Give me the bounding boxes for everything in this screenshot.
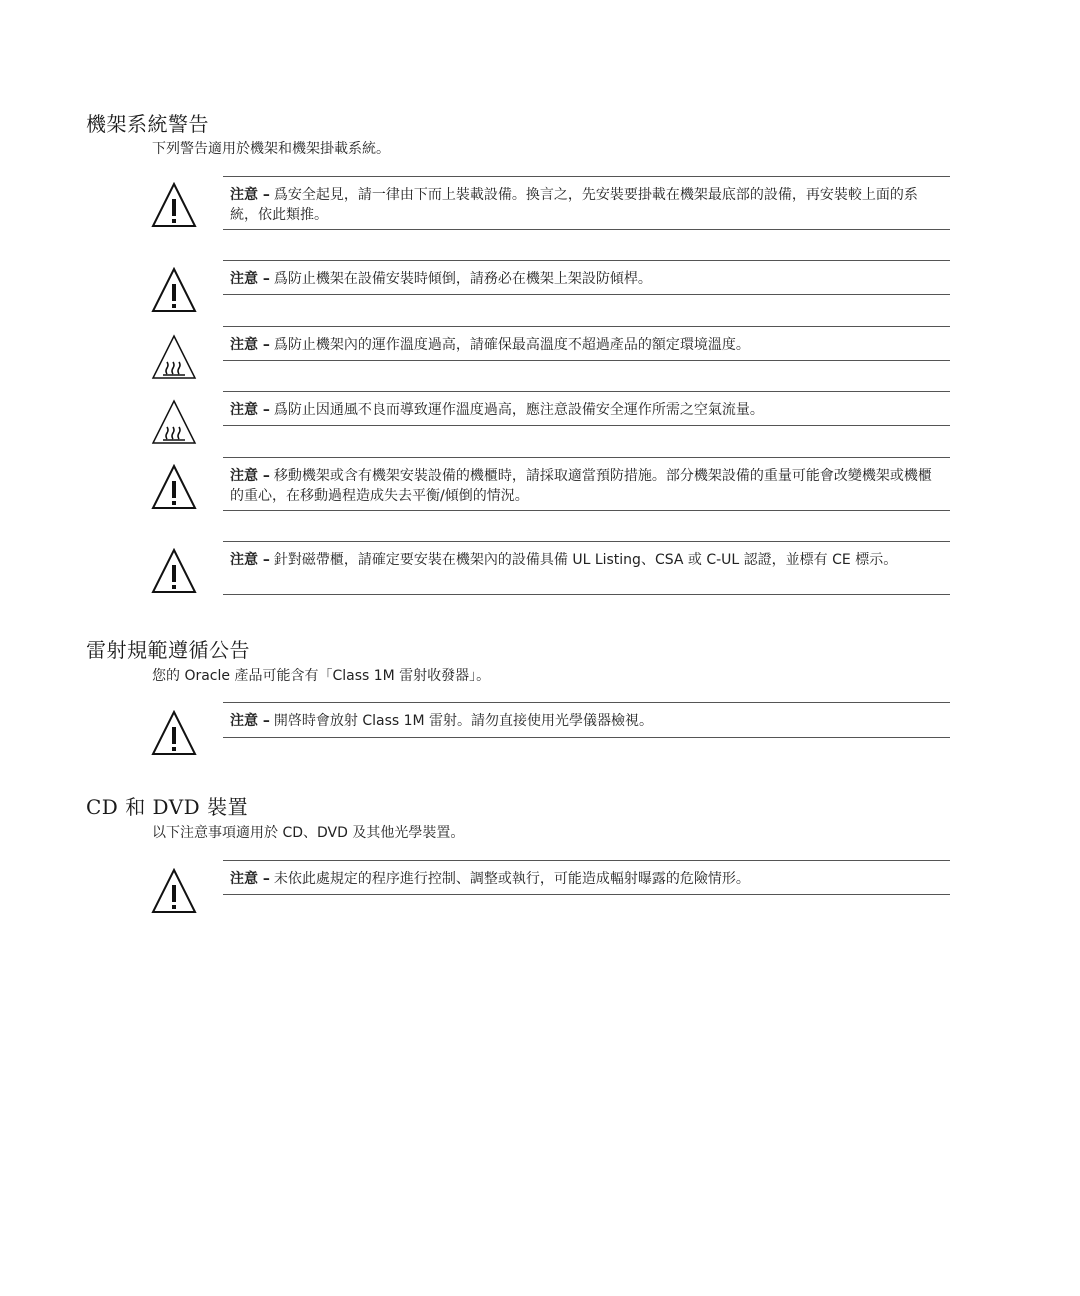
hot-surface-icon <box>151 334 197 380</box>
caution-text: 爲防止因通風不良而導致運作溫度過高，應注意設備安全運作所需之空氣流量。 <box>273 402 764 418</box>
caution-exclamation-icon <box>151 710 197 756</box>
caution-notice <box>223 391 950 426</box>
caution-text: 爲安全起見，請一律由下而上裝載設備。換言之，先安裝要掛載在機架最底部的設備，再安裝較上面的系統，依此類推。 <box>230 187 918 223</box>
caution-notice <box>223 457 950 511</box>
hot-surface-icon <box>151 399 197 445</box>
caution-notice <box>223 176 950 230</box>
caution-text: 爲防止機架在設備安裝時傾倒，請務必在機架上架設防傾桿。 <box>273 271 652 287</box>
caution-exclamation-icon <box>151 464 197 510</box>
caution-label: 注意 – <box>230 271 270 287</box>
caution-label: 注意 – <box>230 402 270 418</box>
section-title-laser-compliance: 雷射規範遵循公告 <box>86 638 250 662</box>
caution-notice <box>223 860 950 895</box>
section-intro-cd-dvd: 以下注意事項適用於 CD、DVD 及其他光學裝置。 <box>152 825 465 841</box>
caution-label: 注意 – <box>230 552 270 568</box>
caution-notice <box>223 541 950 595</box>
caution-exclamation-icon <box>151 267 197 313</box>
caution-text: 移動機架或含有機架安裝設備的機櫃時，請採取適當預防措施。部分機架設備的重量可能會改變機架或機櫃的重心，在移動過程造成失去平衡/傾倒的情況。 <box>230 468 932 504</box>
caution-text: 爲防止機架內的運作溫度過高，請確保最高溫度不超過產品的額定環境溫度。 <box>273 337 750 353</box>
section-title-rack-warnings: 機架系統警告 <box>86 112 209 136</box>
caution-label: 注意 – <box>230 337 270 353</box>
section-intro-laser-compliance: 您的 Oracle 產品可能含有「Class 1M 雷射收發器」。 <box>152 668 491 684</box>
section-title-cd-dvd: CD 和 DVD 裝置 <box>86 795 249 819</box>
caution-label: 注意 – <box>230 468 270 484</box>
caution-text: 未依此處規定的程序進行控制、調整或執行，可能造成輻射曝露的危險情形。 <box>273 871 750 887</box>
section-intro-rack-warnings: 下列警告適用於機架和機架掛載系統。 <box>152 141 390 157</box>
caution-text: 開啓時會放射 Class 1M 雷射。請勿直接使用光學儀器檢視。 <box>273 713 654 729</box>
caution-exclamation-icon <box>151 868 197 914</box>
caution-label: 注意 – <box>230 871 270 887</box>
caution-label: 注意 – <box>230 187 270 203</box>
caution-notice <box>223 702 950 738</box>
caution-notice <box>223 260 950 295</box>
caution-label: 注意 – <box>230 713 270 729</box>
caution-notice <box>223 326 950 361</box>
caution-text: 針對磁帶櫃，請確定要安裝在機架內的設備具備 UL Listing、CSA 或 C-UL 認證，並標有 CE 標示。 <box>273 552 898 568</box>
caution-exclamation-icon <box>151 182 197 228</box>
caution-exclamation-icon <box>151 548 197 594</box>
